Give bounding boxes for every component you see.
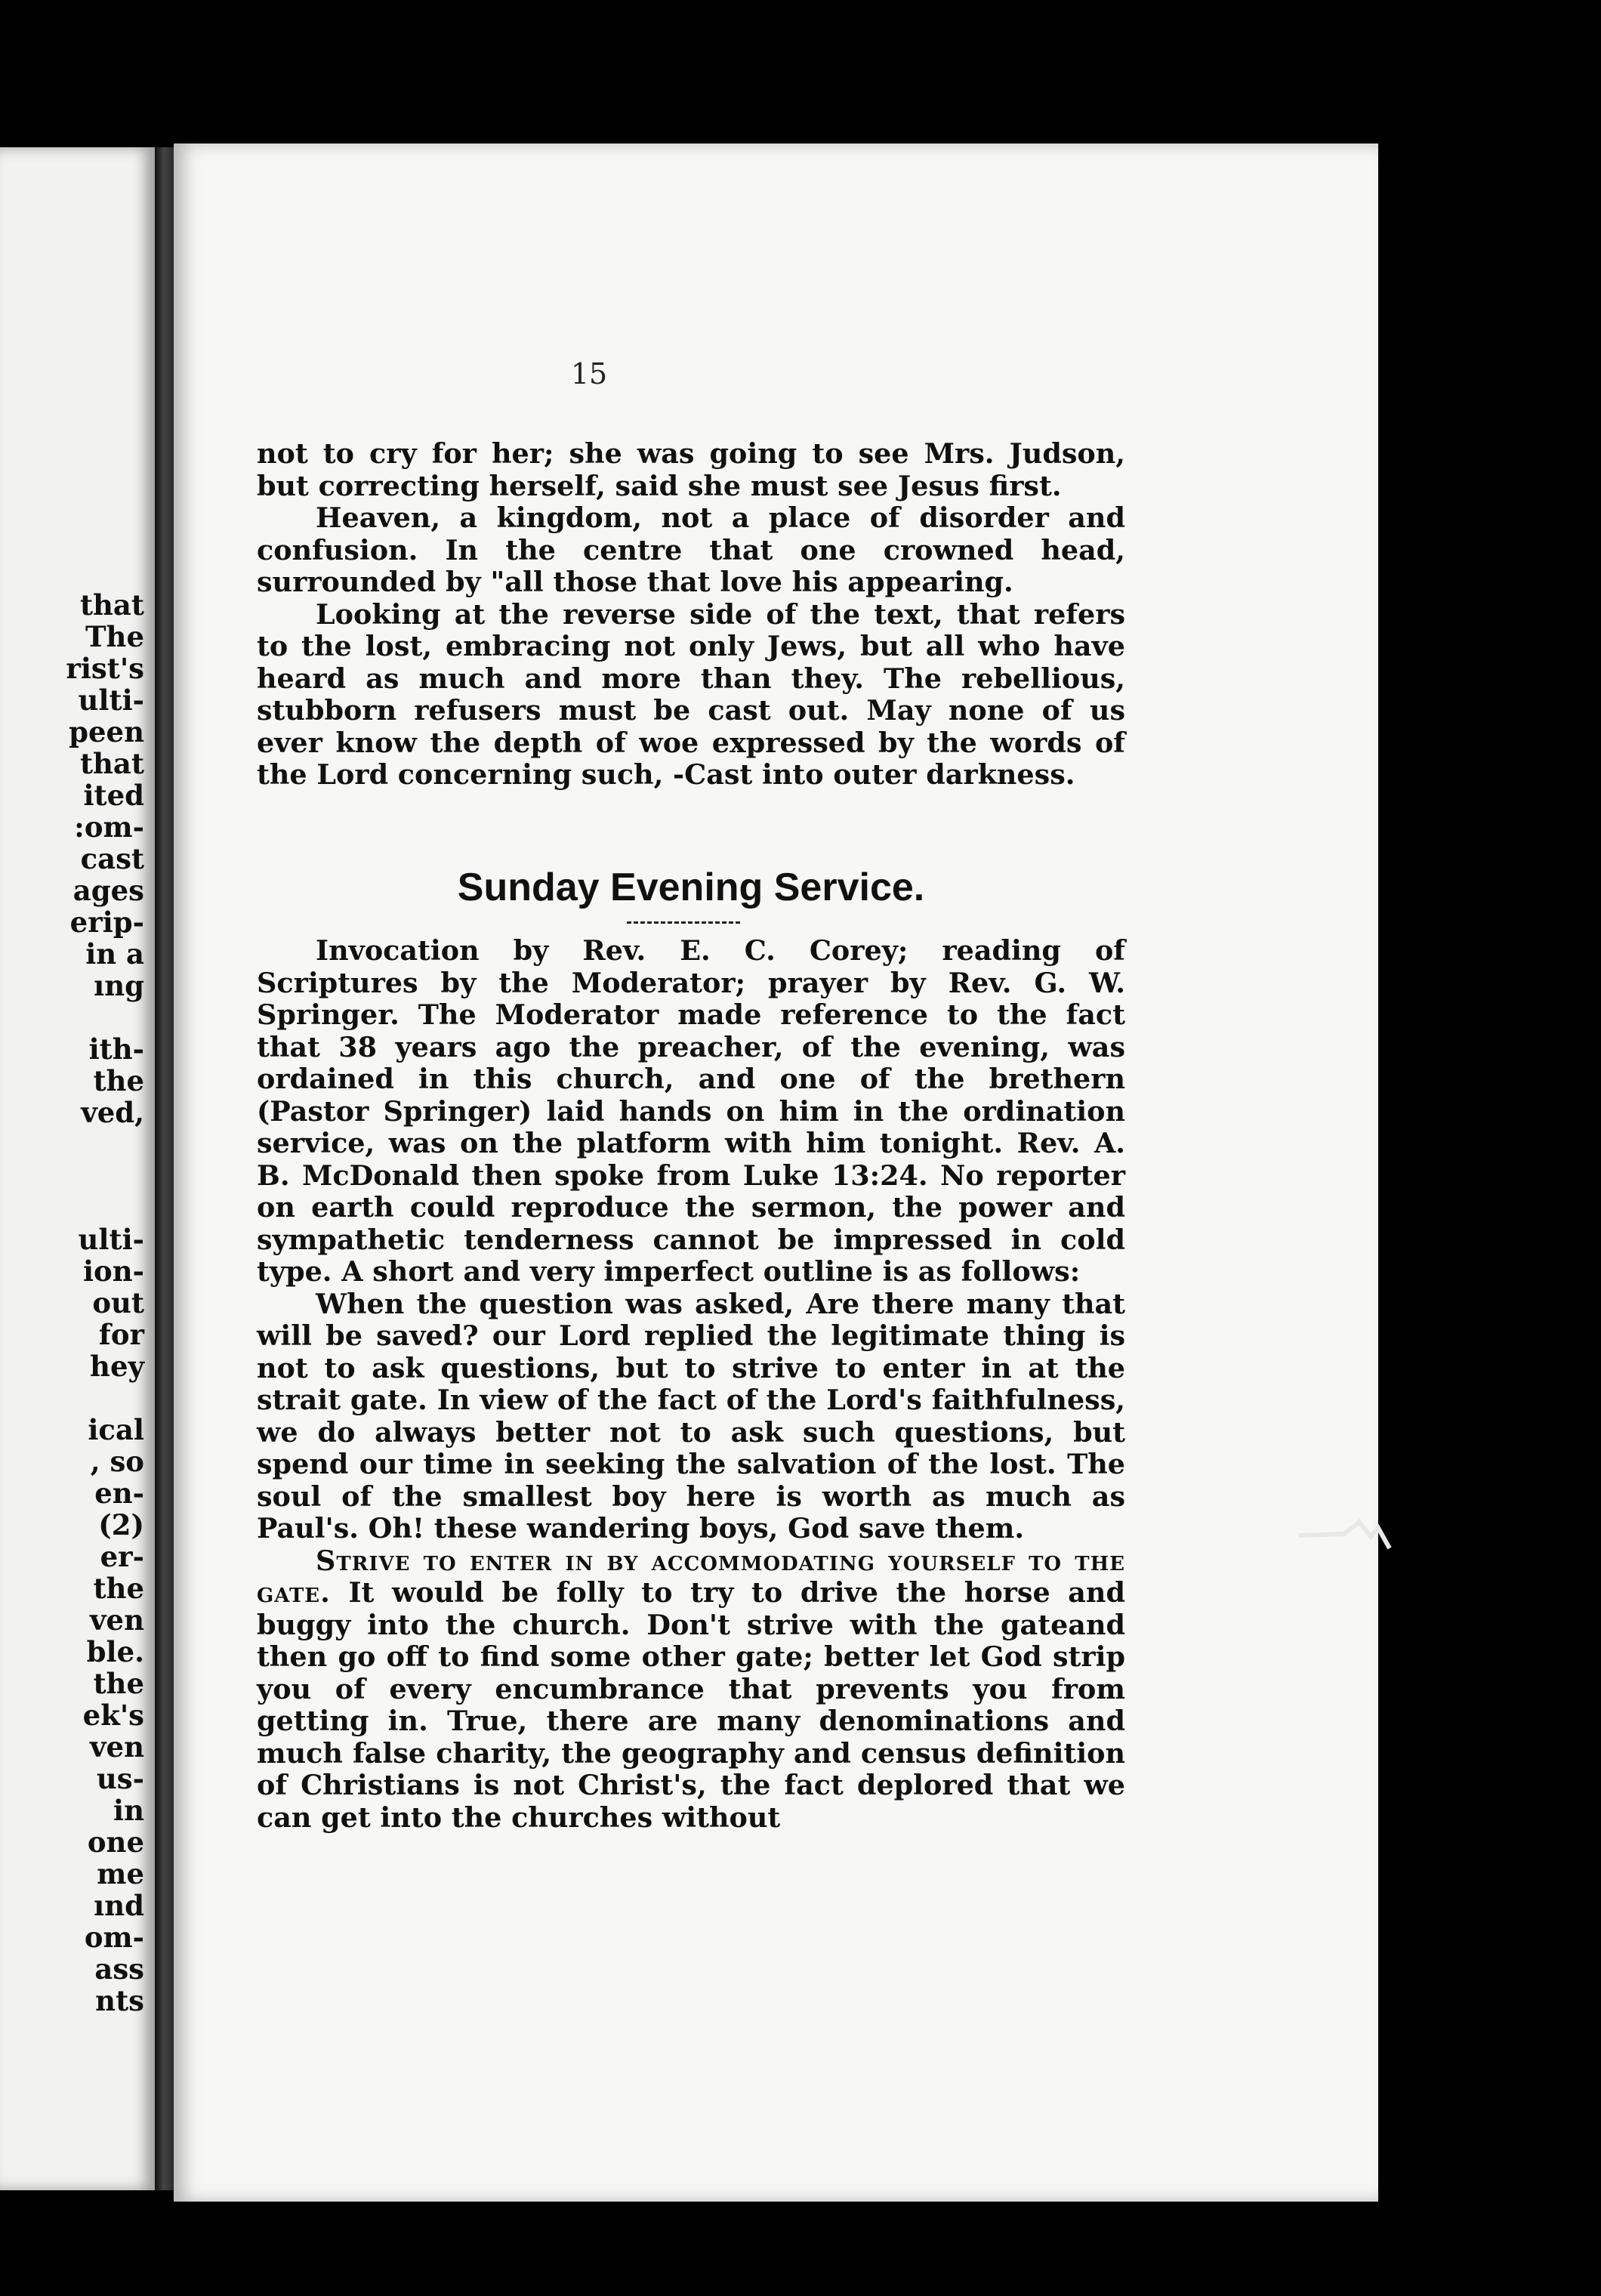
text-block-top <box>257 438 1125 792</box>
paragraph: Looking at the reverse side of the text, that refers to the lost, embracing not only Jews, but all who have heard as much and more than they. The rebellious, stubborn refusers must be cast out. May none of us ever know the depth of woe expressed by the words of the Lord concerning such, -Cast into outer darkness. <box>257 597 1125 791</box>
paragraph <box>257 1545 1125 1835</box>
left-facing-page <box>0 147 155 2190</box>
heading-divider <box>627 921 740 924</box>
paragraph-rest: It would be folly to try to drive the horse and buggy into the church. Don't strive with the gateand then go off to find some other gate; better let God strip you of every encumbrance that prevents you from getting in. True, there are many denominations and much false charity, the geography and census definition of Christians is not Christ's, the fact deplored that we can get into the churches without <box>257 1576 1125 1834</box>
text-block-bottom <box>257 935 1125 1834</box>
page-clip-mark <box>1299 1507 1405 1560</box>
section-heading: Sunday Evening Service. <box>457 866 925 909</box>
paragraph-lead-caps: Strive to enter in by accommodating yourself to the gate. <box>257 1544 1125 1609</box>
paragraph: Invocation by Rev. E. C. Corey; reading of Scriptures by the Moderator; prayer by Rev. G. W. Springer. The Moderator made reference to the fact that 38 years ago the preacher, of the evening, was ordained in this church, and one of the brethern (Pastor Springer) laid hands on him in the ordination service, was on the platform with him tonight. Rev. A. B. McDonald then spoke from Luke 13:24. No reporter on earth could reproduce the sermon, the power and sympathetic tenderness cannot be impressed in cold type. A short and very imperfect outline is as follows: <box>257 934 1125 1288</box>
left-page-text-fragments: that The rist's ulti- peen that ited :om- cast ages erip- in a ıng ith- the ved, ulti- ion- out for hey ical , so en- (2) er- the ven ble. the ek's ven us- in one me ınd om- ass nts <box>66 588 144 2017</box>
book-page <box>174 144 1378 2202</box>
paragraph: When the question was asked, Are there many that will be saved? our Lord replied the legitimate thing is not to ask questions, but to strive to enter in at the strait gate. In view of the fact of the Lord's faithfulness, we do always better not to ask such questions, but spend our time in seeking the salvation of the lost. The soul of the smallest boy here is worth as much as Paul's. Oh! these wandering boys, God save them. <box>257 1287 1125 1545</box>
paragraph: Heaven, a kingdom, not a place of disorder and confusion. In the centre that one crowned head, surrounded by "all those that love his appearing. <box>257 501 1125 598</box>
paragraph: not to cry for her; she was going to see Mrs. Judson, but correcting herself, said she must see Jesus first. <box>257 437 1125 502</box>
page-number: 15 <box>570 357 608 390</box>
